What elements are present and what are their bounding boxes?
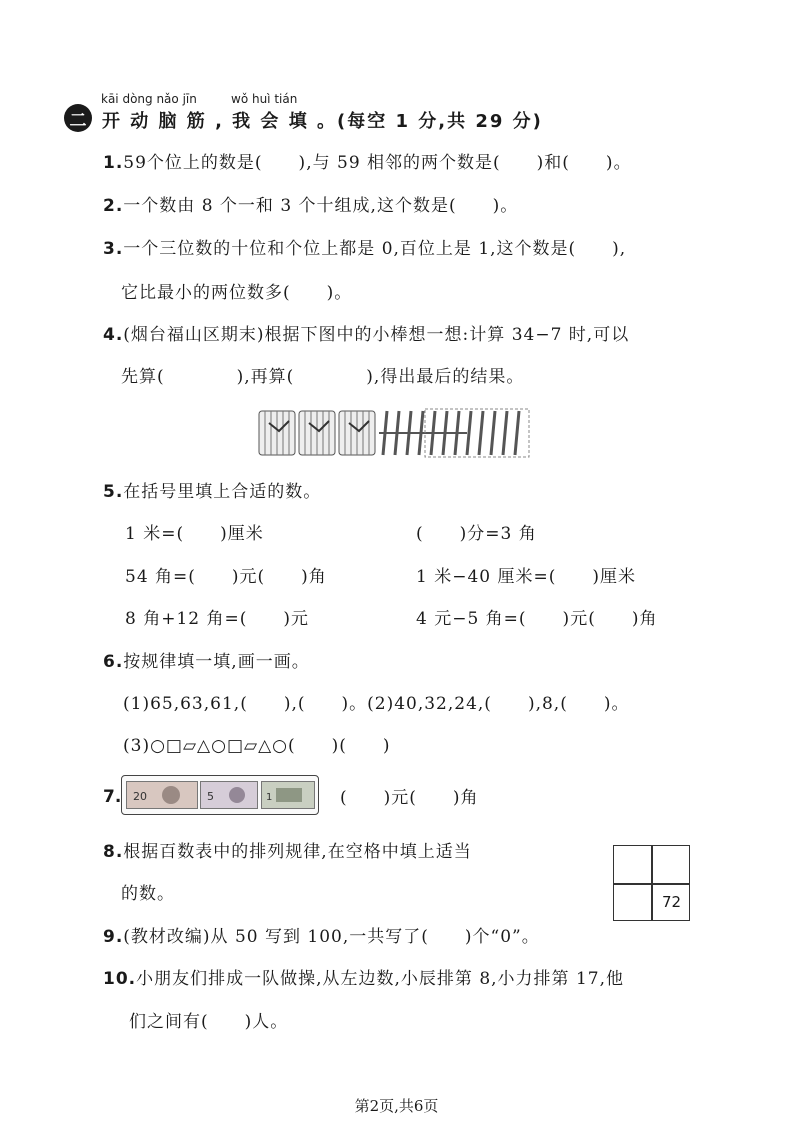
- hundred-chart-grid: [613, 845, 690, 921]
- grid-cell-value: 72: [661, 893, 682, 911]
- question-text: 小朋友们排成一队做操,从左边数,小辰排第 8,小力排第 17,他: [136, 969, 624, 989]
- question-6: [103, 651, 310, 673]
- question-number: 8.: [103, 842, 124, 862]
- question-3-line2: 它比最小的两位数多( )。: [121, 283, 353, 303]
- question-number: 10.: [103, 969, 137, 989]
- svg-text:1: 1: [266, 792, 273, 803]
- question-text: 按规律填一填,画一画。: [123, 652, 310, 672]
- loose-sticks: [379, 411, 519, 455]
- question-2: [103, 195, 518, 217]
- svg-text:20: 20: [133, 790, 147, 803]
- question-7-text: ( )元( )角: [340, 788, 479, 808]
- q5-row-1-left: 1 米=( )厘米: [125, 524, 264, 544]
- banknote-5-yuan: [200, 781, 258, 809]
- question-number: 2.: [103, 196, 124, 216]
- question-text: 在括号里填上合适的数。: [123, 482, 322, 502]
- question-number: 4.: [103, 325, 124, 345]
- question-number: 1.: [103, 153, 124, 173]
- stick-bundle: [339, 411, 375, 455]
- question-text: 一个三位数的十位和个位上都是 0,百位上是 1,这个数是( ),: [123, 239, 627, 259]
- question-text: (烟台福山区期末)根据下图中的小棒想一想:计算 34−7 时,可以: [123, 325, 630, 345]
- question-7-number: 7.: [103, 787, 122, 807]
- sticks-illustration: [255, 405, 535, 461]
- q5-row-3-right: 4 元−5 角=( )元( )角: [416, 609, 658, 629]
- section-title: 开 动 脑 筋 , 我 会 填 。(每空 1 分,共 29 分): [102, 111, 543, 132]
- question-8: [103, 841, 472, 863]
- pinyin-right: wǒ huì tián: [231, 92, 298, 106]
- stick-bundle: [259, 411, 295, 455]
- question-9: [103, 926, 540, 948]
- money-image: [121, 775, 319, 815]
- page-footer: 第2页,共6页: [354, 1097, 439, 1115]
- question-8-line2: 的数。: [121, 884, 175, 904]
- banknote-1-jiao: [261, 781, 315, 809]
- question-text: 59个位上的数是( ),与 59 相邻的两个数是( )和( )。: [123, 153, 632, 173]
- q5-row-1-right: ( )分=3 角: [416, 524, 537, 544]
- q6-line-2: (3)○□▱△○□▱△○( )( ): [123, 736, 391, 756]
- question-number: 9.: [103, 927, 124, 947]
- question-10: [103, 968, 624, 990]
- question-number: 5.: [103, 482, 124, 502]
- question-number: 3.: [103, 239, 124, 259]
- question-4-line2: 先算( ),再算( ),得出最后的结果。: [121, 367, 525, 387]
- question-3: [103, 238, 626, 260]
- question-number: 6.: [103, 652, 124, 672]
- section-badge: 二: [64, 104, 92, 132]
- question-5: [103, 481, 321, 503]
- question-10-line2: 们之间有( )人。: [129, 1012, 289, 1032]
- banknote-20-yuan: [126, 781, 198, 809]
- q6-line-1: (1)65,63,61,( ),( )。(2)40,32,24,( ),8,( )。: [123, 694, 630, 714]
- q5-row-2-left: 54 角=( )元( )角: [125, 567, 327, 587]
- question-text: (教材改编)从 50 写到 100,一共写了( )个“0”。: [123, 927, 540, 947]
- question-text: 一个数由 8 个一和 3 个十组成,这个数是( )。: [123, 196, 519, 216]
- question-1: [103, 152, 632, 174]
- stick-bundle: [299, 411, 335, 455]
- q5-row-3-left: 8 角+12 角=( )元: [125, 609, 310, 629]
- pinyin-left: kāi dòng nǎo jīn: [101, 92, 197, 106]
- question-4: [103, 324, 629, 346]
- q5-row-2-right: 1 米−40 厘米=( )厘米: [416, 567, 637, 587]
- question-text: 根据百数表中的排列规律,在空格中填上适当: [123, 842, 472, 862]
- svg-text:5: 5: [207, 790, 214, 803]
